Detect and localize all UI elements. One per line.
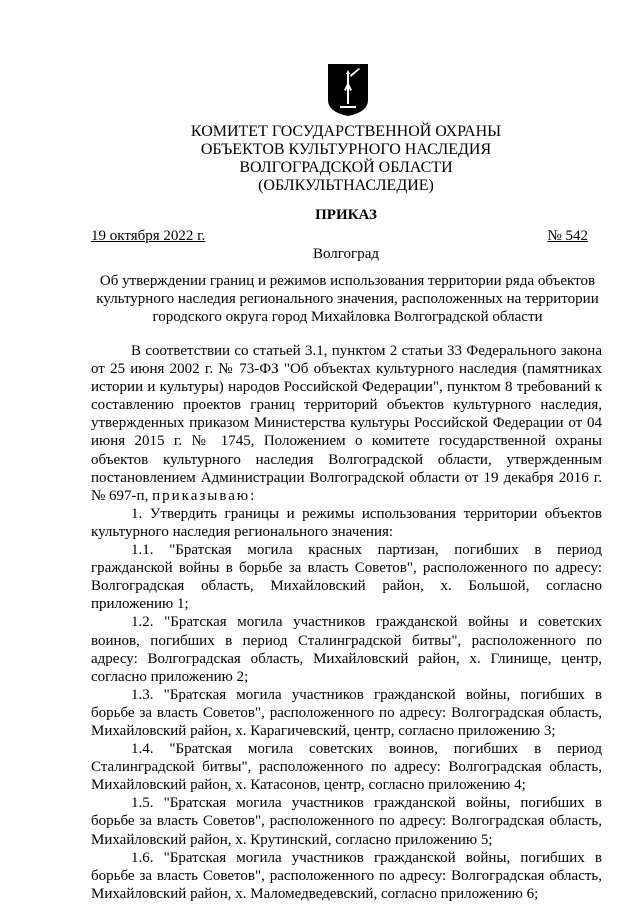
document-date: 19 октября 2022 г.	[91, 228, 206, 244]
item-1-2-paragraph: 1.2. "Братская могила участников гражданской войны и советских воинов, погибших в период Сталинградской битвы", расположенного по адресу: Волгоградская область, Михайловский район, х. Глинище, центр, согласно приложению 2;	[91, 614, 602, 685]
committee-name-line-3: ВОЛГОГРАДСКОЙ ОБЛАСТИ	[239, 159, 453, 176]
item-1-paragraph: 1. Утвердить границы и режимы использования территории объектов культурного наследия регионального значения:	[91, 505, 602, 540]
item-1-1-paragraph: 1.1. "Братская могила красных партизан, погибших в период гражданской войны в борьбе за власть Советов", расположенного по адресу: Волгоградская область, Михайловский район, х. Большой, согласно приложению 1;	[91, 542, 602, 613]
document-city: Волгоград	[312, 246, 379, 262]
committee-name-line-1: КОМИТЕТ ГОСУДАРСТВЕННОЙ ОХРАНЫ	[190, 123, 502, 140]
item-1-5-paragraph: 1.5. "Братская могила участников гражданской войны, погибших в борьбе за власть Советов", расположенного по адресу: Волгоградская область, Михайловский район, х. Крутинский, согласно приложению 5;	[91, 795, 602, 848]
item-1-4-paragraph: 1.4. "Братская могила советских воинов, погибших в период Сталинградской битвы", расположенного по адресу: Волгоградская область, Михайловский район, х. Катасонов, центр, согласно приложению 4;	[91, 741, 602, 794]
item-1-6-paragraph: 1.6. "Братская могила участников гражданской войны, погибших в борьбе за власть Советов", расположенного по адресу: Волгоградская область, Михайловский район, х. Маломедведевский, согласно приложению 6;	[91, 849, 602, 902]
order-word: приказываю:	[152, 487, 257, 504]
preamble-text: В соответствии со статьей 3.1, пунктом 2 статьи 33 Федерального закона от 25 июня 2002 г. № 73-ФЗ "Об объектах культурного наследия (памятниках истории и культуры) народов Российской Федерации", пунктом 8 требований к составлению проектов границ территорий объектов культурного наследия, утвержденных приказом Министерства культуры Российской Федерации от 04 июня 2015 г. № 1745, Положением о комитете государственной охраны объектов культурного наследия Волгоградской области, утвержденным постановлением Администрации Волгоградской области от 19 декабря 2016 г. № 697-п,	[91, 343, 602, 504]
document-number: № 542	[547, 228, 588, 244]
item-1-3-paragraph: 1.3. "Братская могила участников гражданской войны, погибших в борьбе за власть Советов", расположенного по адресу: Волгоградская область, Михайловский район, х. Карагичевский, центр, согласно приложению 3;	[91, 686, 602, 739]
preamble-paragraph	[91, 342, 602, 505]
document-body	[91, 342, 602, 903]
document-subject: Об утверждении границ и режимов использования территории ряда объектов культурного наследия регионального значения, расположенных на территории городского округа город Михайловка Волгоградской области	[96, 273, 599, 325]
document-type: ПРИКАЗ	[315, 207, 377, 223]
committee-short-name: (ОБЛКУЛЬТНАСЛЕДИЕ)	[258, 177, 434, 194]
committee-name-line-2: ОБЪЕКТОВ КУЛЬТУРНОГО НАСЛЕДИЯ	[200, 141, 492, 158]
coat-of-arms-icon	[328, 64, 368, 116]
